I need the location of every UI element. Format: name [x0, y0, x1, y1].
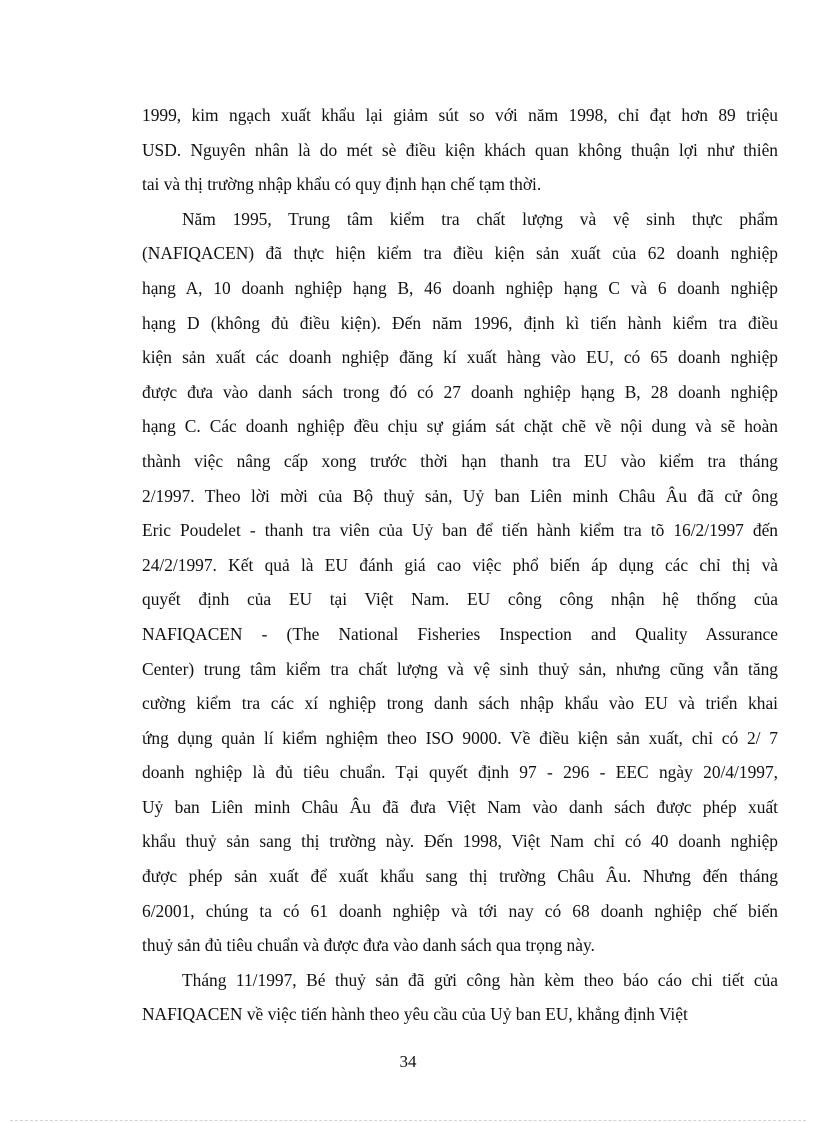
- text-line: NAFIQACEN - (The National Fisheries Inspection and Quality Assurance: [142, 623, 778, 644]
- text-line: Uỷ ban Liên minh Châu Âu đã đưa Việt Nam vào danh sách được phép xuất: [142, 796, 778, 817]
- text-line: khẩu thuỷ sản sang thị trường này. Đến 1998, Việt Nam chỉ có 40 doanh nghiệp: [142, 831, 778, 852]
- text-line: thành việc nâng cấp xong trước thời hạn thanh tra EU vào kiểm tra tháng: [142, 450, 778, 471]
- page-bottom-divider: [10, 1120, 806, 1121]
- text-line: Center) trung tâm kiểm tra chất lượng và vệ sinh thuỷ sản, nhưng cũng vẫn tăng: [142, 658, 778, 679]
- text-line: tai và thị trường nhập khẩu có quy định hạn chế tạm thời.: [142, 174, 542, 195]
- text-line: (NAFIQACEN) đã thực hiện kiểm tra điều kiện sản xuất của 62 doanh nghiệp: [142, 243, 778, 264]
- text-line: được đưa vào danh sách trong đó có 27 doanh nghiệp hạng B, 28 doanh nghiệp: [142, 381, 778, 402]
- text-line: NAFIQACEN về việc tiến hành theo yêu cầu của Uỷ ban EU, khẳng định Việt: [142, 1004, 688, 1025]
- text-line: 24/2/1997. Kết quả là EU đánh giá cao việc phổ biến áp dụng các chỉ thị và: [142, 554, 778, 575]
- text-line: cường kiểm tra các xí nghiệp trong danh sách nhập khẩu vào EU và triển khai: [142, 693, 778, 714]
- text-line: hạng C. Các doanh nghiệp đều chịu sự giám sát chặt chẽ về nội dung và sẽ hoàn: [142, 416, 778, 437]
- text-line: được phép sản xuất để xuất khẩu sang thị trường Châu Âu. Nhưng đến tháng: [142, 866, 778, 887]
- text-line: ứng dụng quản lí kiểm nghiệm theo ISO 9000. Về điều kiện sản xuất, chỉ có 2/ 7: [142, 727, 778, 748]
- text-line: Eric Poudelet - thanh tra viên của Uỷ ban để tiến hành kiểm tra tõ 16/2/1997 đến: [142, 520, 778, 541]
- text-line: thuỷ sản đủ tiêu chuẩn và được đưa vào danh sách qua trọng này.: [142, 935, 595, 956]
- paragraph-first-line: Tháng 11/1997, Bé thuỷ sản đã gửi công hàn kèm theo báo cáo chi tiết của: [182, 969, 778, 990]
- text-line: 6/2001, chúng ta có 61 doanh nghiệp và tới nay có 68 doanh nghiệp chế biến: [142, 900, 778, 921]
- text-line: kiện sản xuất các doanh nghiệp đăng kí xuất hàng vào EU, có 65 doanh nghiệp: [142, 347, 778, 368]
- text-line: 2/1997. Theo lời mời của Bộ thuỷ sản, Uỷ ban Liên minh Châu Âu đã cử ông: [142, 485, 778, 506]
- text-line: USD. Nguyên nhân là do mét sè điều kiện khách quan không thuận lợi như thiên: [142, 139, 778, 160]
- paragraph-first-line: Năm 1995, Trung tâm kiểm tra chất lượng và vệ sinh thực phẩm: [182, 208, 778, 229]
- text-line: quyết định của EU tại Việt Nam. EU công công nhận hệ thống của: [142, 589, 778, 610]
- text-line: hạng D (không đủ điều kiện). Đến năm 1996, định kì tiến hành kiểm tra điều: [142, 312, 778, 333]
- text-line: hạng A, 10 doanh nghiệp hạng B, 46 doanh nghiệp hạng C và 6 doanh nghiệp: [142, 277, 778, 298]
- page-number: 34: [399, 1052, 417, 1071]
- text-line: 1999, kim ngạch xuất khẩu lại giảm sút so với năm 1998, chỉ đạt hơn 89 triệu: [142, 105, 778, 125]
- body-text: [142, 98, 778, 1032]
- text-line: doanh nghiệp là đủ tiêu chuẩn. Tại quyết định 97 - 296 - EEC ngày 20/4/1997,: [142, 762, 778, 783]
